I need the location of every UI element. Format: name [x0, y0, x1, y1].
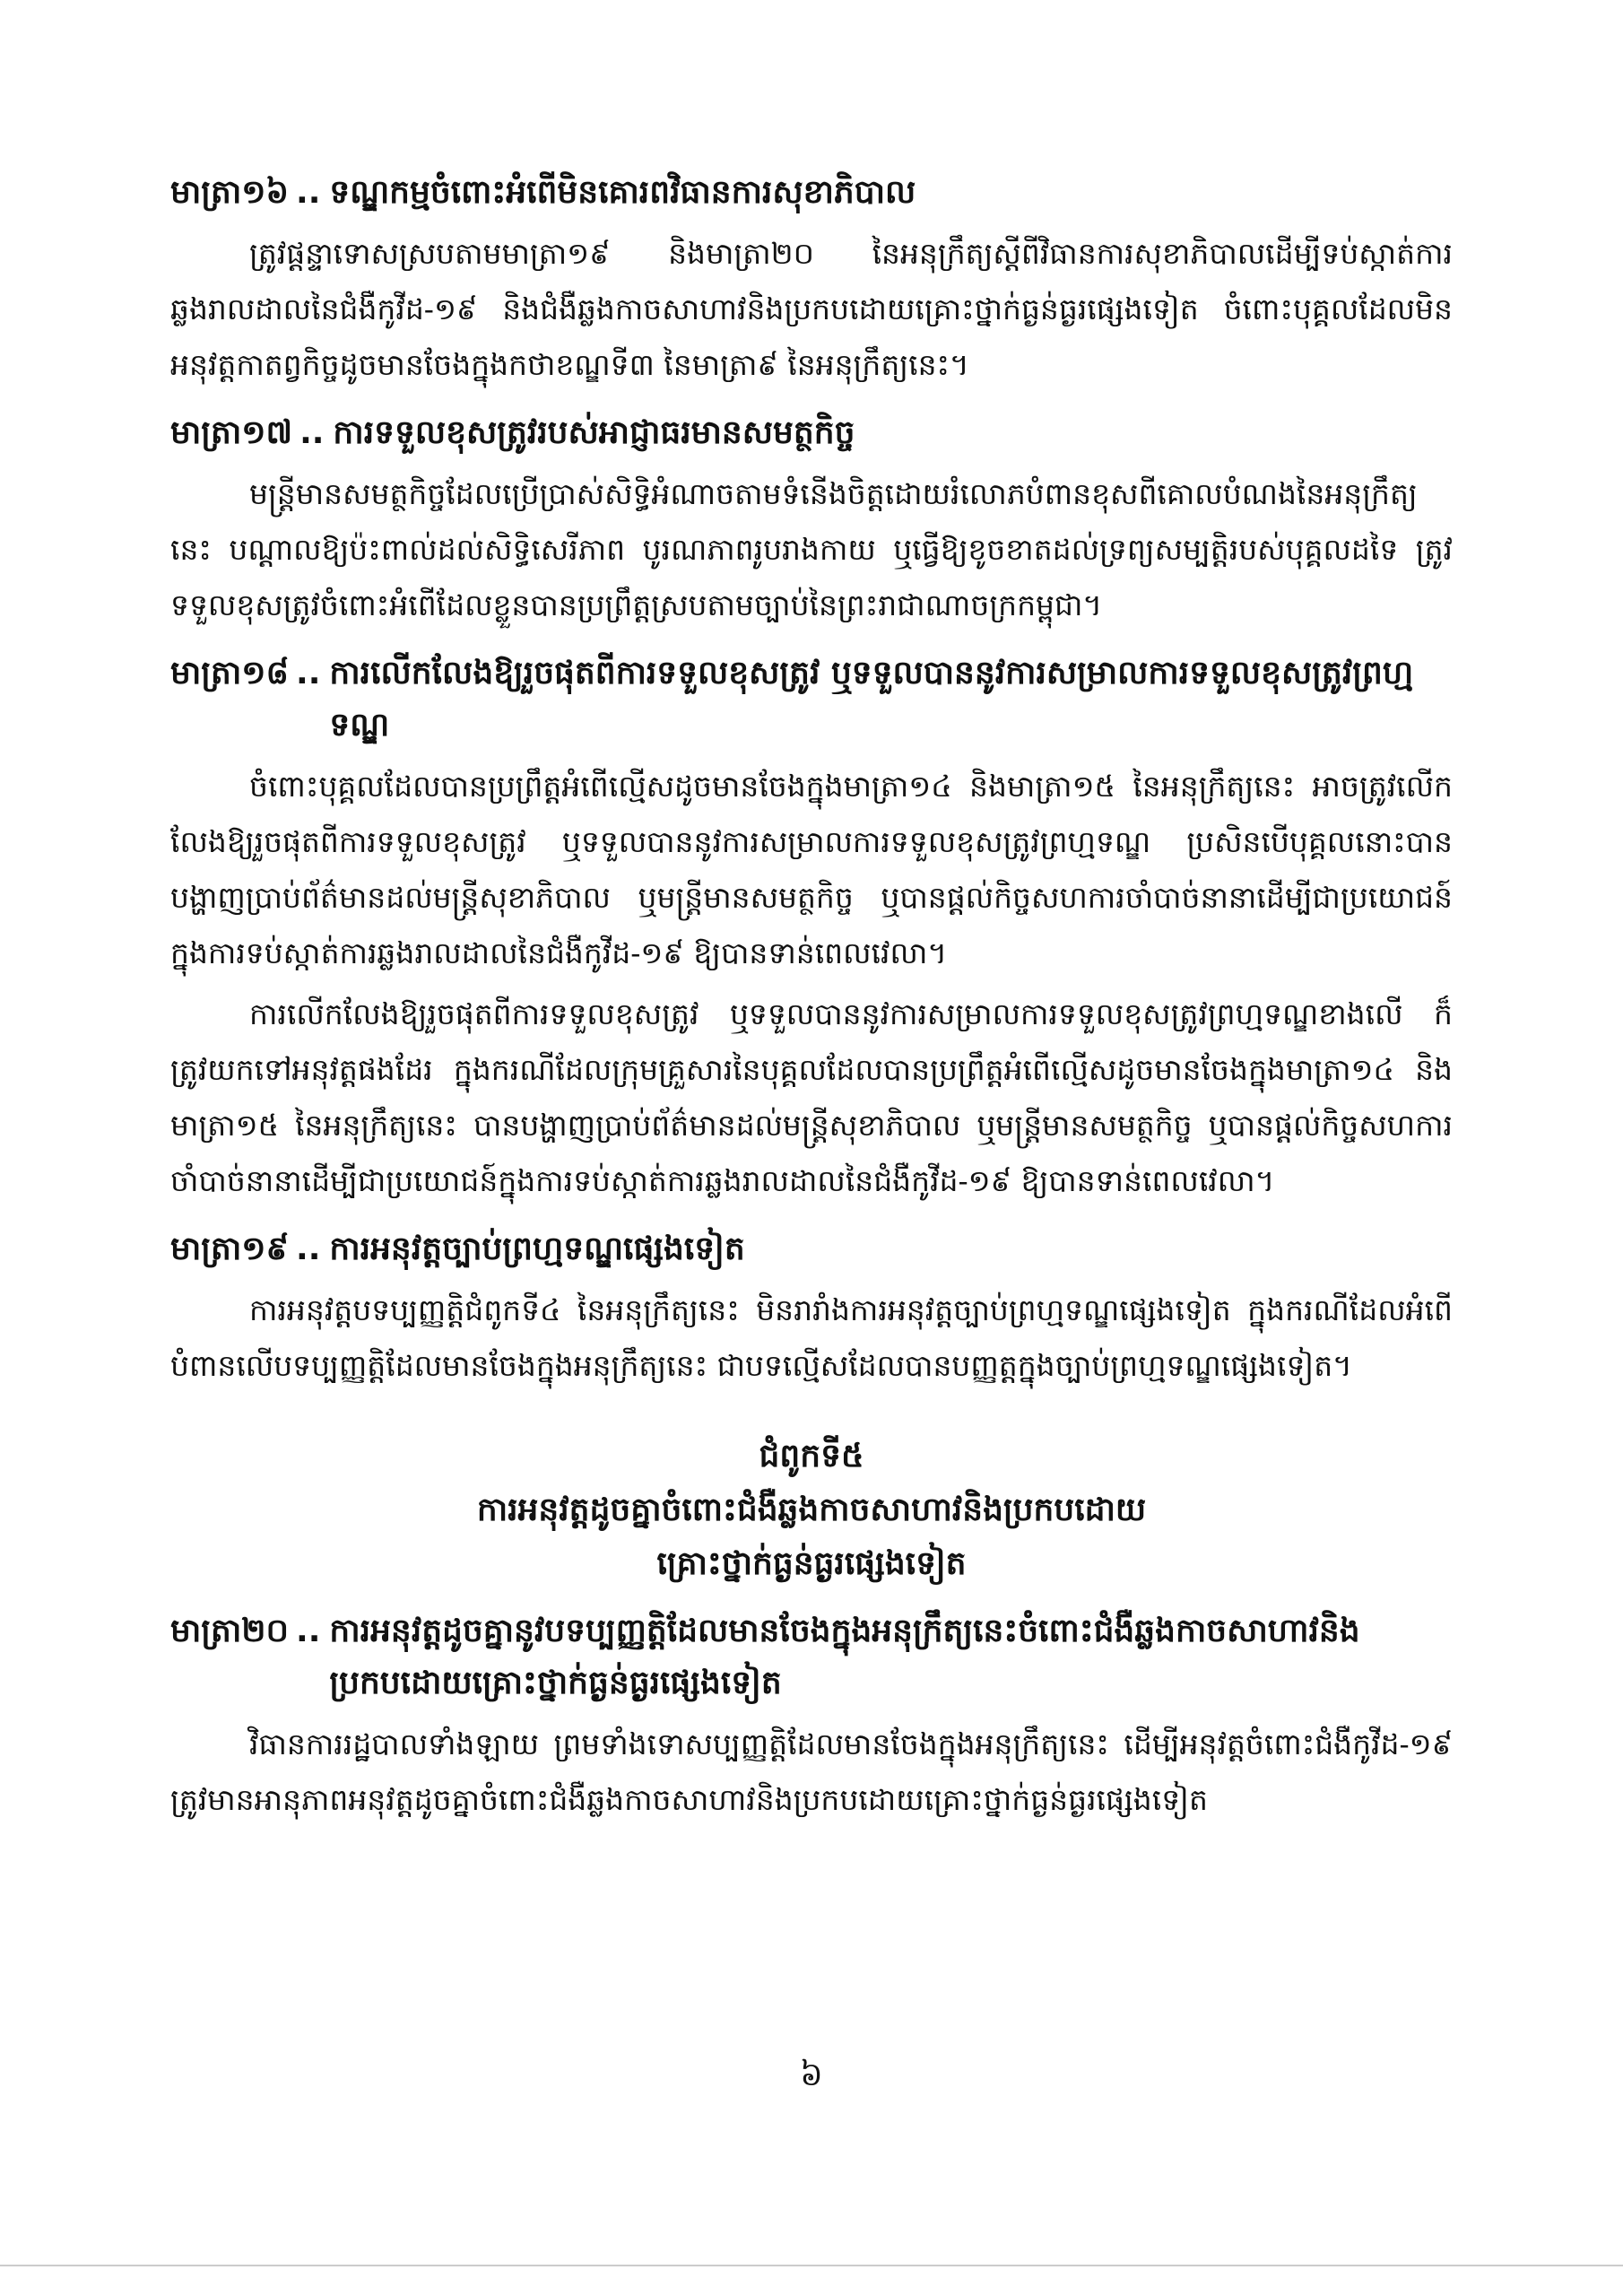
article-17: [170, 407, 1453, 633]
article-number: មាត្រា១៦: [170, 174, 290, 211]
chapter-number: ជំពូកទី៥: [759, 1438, 864, 1474]
article-18: [170, 648, 1453, 1209]
article-title: ការអនុវត្តដូចគ្នានូវបទប្បញ្ញត្តិដែលមានចែងក្នុងអនុក្រឹត្យនេះចំពោះជំងឺឆ្លងកាចសាហាវនិងប្រកបដោយគ្រោះថ្នាក់ធ្ងន់ធ្ងរផ្សេងទៀត: [329, 1613, 1360, 1701]
article-title: ការទទួលខុសត្រូវរបស់អាជ្ញាធរមានសមត្ថកិច្ច: [333, 414, 855, 451]
article-separator: ..: [299, 414, 325, 451]
article-heading: [170, 1605, 1453, 1709]
scan-edge-line: [0, 2265, 1623, 2266]
article-number: មាត្រា១៨: [170, 655, 290, 691]
chapter-title-line-2: គ្រោះថ្នាក់ធ្ងន់ធ្ងរផ្សេងទៀត: [656, 1545, 967, 1582]
article-paragraph: ការលើកលែងឱ្យរួចផុតពីការទទួលខុសត្រូវ ឬទទួលបាននូវការសម្រាលការទទួលខុសត្រូវព្រហ្មទណ្ឌខាងលើ ក៏ត្រូវយកទៅអនុវត្តផងដែរ ក្នុងករណីដែលក្រុមគ្រួសារនៃបុគ្គលដែលបានប្រព្រឹត្តអំពើល្មើសដូចមានចែងក្នុងមាត្រា១៤ និងមាត្រា១៥ នៃអនុក្រឹត្យនេះ បានបង្ហាញប្រាប់ព័ត៌មានដល់មន្ត្រីសុខាភិបាល ឬមន្ត្រីមានសមត្ថកិច្ច ឬបានផ្តល់កិច្ចសហការចាំបាច់នានាដើម្បីជាប្រយោជន៍ក្នុងការទប់ស្កាត់ការឆ្លងរាលដាលនៃជំងឺកូវីដ-១៩ ឱ្យបានទាន់ពេលវេលា។: [170, 996, 1453, 1198]
article-separator: ..: [296, 1613, 321, 1649]
document-page: [170, 152, 1453, 2242]
article-paragraph: ការអនុវត្តបទប្បញ្ញត្តិជំពូកទី៤ នៃអនុក្រឹត្យនេះ មិនរារាំងការអនុវត្តច្បាប់ព្រហ្មទណ្ឌផ្សេងទៀត ក្នុងករណីដែលអំពើបំពានលើបទប្បញ្ញត្តិដែលមានចែងក្នុងអនុក្រឹត្យនេះ ជាបទល្មើសដែលបានបញ្ញត្តក្នុងច្បាប់ព្រហ្មទណ្ឌផ្សេងទៀត។: [170, 1292, 1453, 1383]
article-19: [170, 1223, 1453, 1394]
article-number: មាត្រា១៩: [170, 1231, 290, 1267]
article-title: ទណ្ឌកម្មចំពោះអំពើមិនគោរពវិធានការសុខាភិបាល: [329, 174, 916, 211]
article-heading: [170, 1223, 1453, 1275]
article-separator: ..: [296, 655, 321, 691]
article-16: [170, 167, 1453, 393]
article-paragraph: ត្រូវផ្តន្ទាទោសស្របតាមមាត្រា១៩ និងមាត្រា២០ នៃអនុក្រឹត្យស្តីពីវិធានការសុខាភិបាលដើម្បីទប់ស្កាត់ការឆ្លងរាលដាលនៃជំងឺកូវីដ-១៩ និងជំងឺឆ្លងកាចសាហាវនិងប្រកបដោយគ្រោះថ្នាក់ធ្ងន់ធ្ងរផ្សេងទៀត ចំពោះបុគ្គលដែលមិនអនុវត្តកាតព្វកិច្ចដូចមានចែងក្នុងកថាខណ្ឌទី៣ នៃមាត្រា៩ នៃអនុក្រឹត្យនេះ។: [170, 236, 1453, 382]
article-separator: ..: [296, 174, 321, 211]
article-heading: [170, 648, 1453, 752]
page-number: ៦: [800, 2057, 823, 2093]
article-20: [170, 1605, 1453, 1828]
chapter-title-line-1: ការអនុវត្តដូចគ្នាចំពោះជំងឺឆ្លងកាចសាហាវនិងប្រកបដោយ: [476, 1492, 1147, 1528]
article-number: មាត្រា២០: [170, 1613, 290, 1649]
article-paragraph: វិធានការរដ្ឋបាលទាំងឡាយ ព្រមទាំងទោសប្បញ្ញត្តិដែលមានចែងក្នុងអនុក្រឹត្យនេះ ដើម្បីអនុវត្តចំពោះជំងឺកូវីដ-១៩ ត្រូវមានអានុភាពអនុវត្តដូចគ្នាចំពោះជំងឺឆ្លងកាចសាហាវនិងប្រកបដោយគ្រោះថ្នាក់ធ្ងន់ធ្ងរផ្សេងទៀត: [170, 1726, 1453, 1817]
chapter-heading: [170, 1430, 1453, 1591]
article-number: មាត្រា១៧: [170, 414, 293, 451]
article-title: ការអនុវត្តច្បាប់ព្រហ្មទណ្ឌផ្សេងទៀត: [329, 1231, 745, 1267]
article-heading: [170, 407, 1453, 459]
article-paragraph: ចំពោះបុគ្គលដែលបានប្រព្រឹត្តអំពើល្មើសដូចមានចែងក្នុងមាត្រា១៤ និងមាត្រា១៥ នៃអនុក្រឹត្យនេះ អាចត្រូវលើកលែងឱ្យរួចផុតពីការទទួលខុសត្រូវ ឬទទួលបាននូវការសម្រាលការទទួលខុសត្រូវព្រហ្មទណ្ឌ ប្រសិនបើបុគ្គលនោះបានបង្ហាញប្រាប់ព័ត៌មានដល់មន្ត្រីសុខាភិបាល ឬមន្ត្រីមានសមត្ថកិច្ច ឬបានផ្តល់កិច្ចសហការចាំបាច់នានាដើម្បីជាប្រយោជន៍ក្នុងការទប់ស្កាត់ការឆ្លងរាលដាលនៃជំងឺកូវីដ-១៩ ឱ្យបានទាន់ពេលវេលា។: [170, 769, 1453, 970]
article-paragraph: មន្ត្រីមានសមត្ថកិច្ចដែលប្រើប្រាស់សិទ្ធិអំណាចតាមទំនើងចិត្តដោយរំលោភបំពានខុសពីគោលបំណងនៃអនុក្រឹត្យនេះ បណ្តាលឱ្យប៉ះពាល់ដល់សិទ្ធិសេរីភាព បូរណភាពរូបរាងកាយ ឬធ្វើឱ្យខូចខាតដល់ទ្រព្យសម្បត្តិរបស់បុគ្គលដទៃ ត្រូវទទួលខុសត្រូវចំពោះអំពើដែលខ្លួនបានប្រព្រឹត្តស្របតាមច្បាប់នៃព្រះរាជាណាចក្រកម្ពុជា។: [170, 476, 1453, 622]
article-heading: [170, 167, 1453, 219]
article-title: ការលើកលែងឱ្យរួចផុតពីការទទួលខុសត្រូវ ឬទទួលបាននូវការសម្រាលការទទួលខុសត្រូវព្រហ្មទណ្ឌ: [329, 655, 1414, 744]
article-separator: ..: [296, 1231, 321, 1267]
